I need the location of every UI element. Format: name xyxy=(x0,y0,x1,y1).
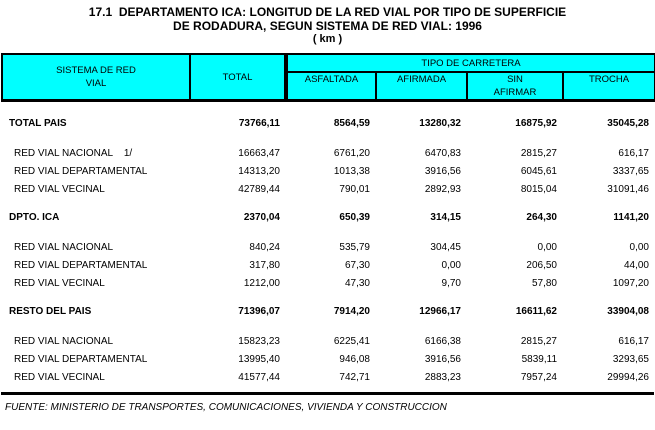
row-label: RED VIAL DEPARTAMENTAL xyxy=(14,166,148,177)
row-label: RED VIAL DEPARTAMENTAL xyxy=(14,354,148,365)
value-cell: 304,45 xyxy=(430,242,461,253)
value-cell: 946,08 xyxy=(339,354,370,365)
value-cell: 3916,56 xyxy=(424,354,461,365)
table-row-dpto-ica xyxy=(2,196,655,236)
value-cell: 35045,28 xyxy=(607,118,649,129)
value-cell: 16611,62 xyxy=(515,306,557,317)
value-cell: 2815,27 xyxy=(520,336,557,347)
value-cell: 264,30 xyxy=(526,212,557,223)
value-cell: 6045,61 xyxy=(520,166,557,177)
table-row-total-pais xyxy=(2,101,655,143)
table-body xyxy=(2,101,655,385)
table-row xyxy=(2,236,655,254)
value-cell: 9,70 xyxy=(441,278,461,289)
value-cell: 57,80 xyxy=(531,278,557,289)
row-label: RESTO DEL PAIS xyxy=(9,306,92,317)
value-cell: 1013,38 xyxy=(333,166,370,177)
value-cell: 3916,56 xyxy=(424,166,461,177)
table-row xyxy=(2,142,655,160)
value-cell: 29994,26 xyxy=(607,372,649,383)
value-cell: 616,17 xyxy=(618,148,649,159)
value-cell: 2815,27 xyxy=(520,148,557,159)
value-cell: 41577,44 xyxy=(238,372,280,383)
value-cell: 14313,20 xyxy=(238,166,280,177)
value-cell: 6470,83 xyxy=(424,148,461,159)
title-line-2: DE RODADURA, SEGUN SISTEMA DE RED VIAL: 1996 xyxy=(173,19,482,33)
value-cell: 0,00 xyxy=(537,242,557,253)
value-cell: 1141,20 xyxy=(613,212,649,223)
value-cell: 790,01 xyxy=(339,184,370,195)
value-cell: 6166,38 xyxy=(424,336,461,347)
value-cell: 7914,20 xyxy=(333,306,370,317)
value-cell: 3337,65 xyxy=(612,166,649,177)
value-cell: 13280,32 xyxy=(419,118,461,129)
road-length-table xyxy=(1,53,655,384)
value-cell: 67,30 xyxy=(344,260,370,271)
row-label: RED VIAL VECINAL xyxy=(14,372,105,383)
value-cell: 2370,04 xyxy=(243,212,280,223)
value-cell: 1097,20 xyxy=(612,278,649,289)
value-cell: 2892,93 xyxy=(424,184,461,195)
value-cell: 8564,59 xyxy=(333,118,370,129)
row-label: RED VIAL NACIONAL xyxy=(14,336,114,347)
value-cell: 6225,41 xyxy=(333,336,370,347)
value-cell: 1212,00 xyxy=(243,278,280,289)
value-cell: 12966,17 xyxy=(419,306,461,317)
table-row xyxy=(2,348,655,366)
value-cell: 206,50 xyxy=(526,260,557,271)
value-cell: 840,24 xyxy=(249,242,280,253)
value-cell: 0,00 xyxy=(441,260,461,271)
page-title xyxy=(0,0,655,45)
table-row xyxy=(2,272,655,290)
header-tipo-de-carretera: TIPO DE CARRETERA xyxy=(286,54,655,72)
value-cell: 13995,40 xyxy=(238,354,280,365)
value-cell: 15823,23 xyxy=(238,336,280,347)
table-row xyxy=(2,254,655,272)
value-cell: 33904,08 xyxy=(607,306,649,317)
title-line-1: 17.1 DEPARTAMENTO ICA: LONGITUD DE LA RED VIAL POR TIPO DE SUPERFICIE xyxy=(88,5,567,19)
value-cell: 0,00 xyxy=(629,242,649,253)
row-label: DPTO. ICA xyxy=(9,212,60,223)
table-row xyxy=(2,366,655,384)
row-label: TOTAL PAIS xyxy=(9,118,67,129)
value-cell: 314,15 xyxy=(430,212,461,223)
value-cell: 7957,24 xyxy=(520,372,557,383)
value-cell: 44,00 xyxy=(623,260,649,271)
table-row xyxy=(2,330,655,348)
value-cell: 3293,65 xyxy=(612,354,649,365)
value-cell: 2883,23 xyxy=(424,372,461,383)
value-cell: 317,80 xyxy=(249,260,280,271)
row-label: RED VIAL NACIONAL xyxy=(14,242,114,253)
table-header xyxy=(2,54,655,101)
value-cell: 47,30 xyxy=(344,278,370,289)
value-cell: 73766,11 xyxy=(238,118,280,129)
value-cell: 42789,44 xyxy=(238,184,280,195)
header-afirmada: AFIRMADA xyxy=(376,72,467,101)
table-row xyxy=(2,160,655,178)
value-cell: 71396,07 xyxy=(238,306,280,317)
row-label: RED VIAL NACIONAL 1/ xyxy=(14,148,133,159)
header-sistema-de-red-vial: SISTEMA DE RED VIAL xyxy=(2,54,190,101)
table-row-resto-del-pais xyxy=(2,290,655,330)
header-total: TOTAL xyxy=(190,54,286,101)
header-trocha: TROCHA xyxy=(563,72,655,101)
value-cell: 16663,47 xyxy=(238,148,280,159)
source-note: FUENTE: MINISTERIO DE TRANSPORTES, COMUNICACIONES, VIVIENDA Y CONSTRUCCION xyxy=(5,402,447,413)
value-cell: 5839,11 xyxy=(521,354,557,365)
value-cell: 650,39 xyxy=(339,212,370,223)
title-units: ( km ) xyxy=(312,33,343,45)
table-row xyxy=(2,178,655,196)
value-cell: 535,79 xyxy=(339,242,370,253)
row-label: RED VIAL VECINAL xyxy=(14,184,105,195)
row-label: RED VIAL VECINAL xyxy=(14,278,105,289)
value-cell: 31091,46 xyxy=(607,184,649,195)
header-asfaltada: ASFALTADA xyxy=(286,72,376,101)
value-cell: 8015,04 xyxy=(520,184,557,195)
row-label: RED VIAL DEPARTAMENTAL xyxy=(14,260,148,271)
value-cell: 616,17 xyxy=(618,336,649,347)
value-cell: 742,71 xyxy=(339,372,370,383)
header-sin-afirmar: SIN AFIRMAR xyxy=(467,72,563,101)
value-cell: 6761,20 xyxy=(333,148,370,159)
value-cell: 16875,92 xyxy=(515,118,557,129)
